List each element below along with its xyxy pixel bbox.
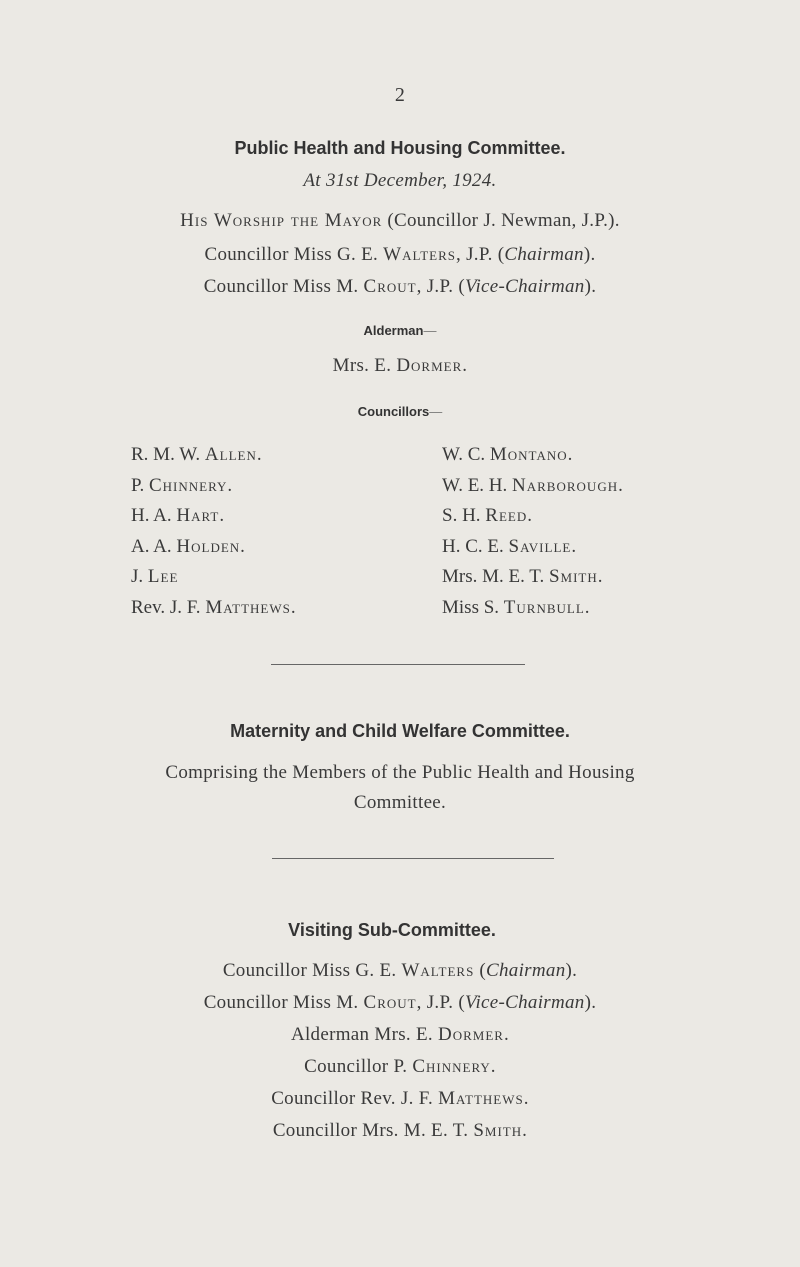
chairman-role: Chairman <box>504 244 584 265</box>
councillor-initials: J. <box>131 566 144 587</box>
vice-chairman-line <box>0 276 800 298</box>
councillor-entry <box>442 597 624 628</box>
councillor-entry <box>131 505 297 536</box>
visiting-member <box>0 992 800 1014</box>
member-prefix: Councillor Rev. J. F. <box>271 1088 434 1109</box>
chairman-prefix: Councillor Miss G. E. <box>204 244 379 265</box>
alderman-dash: — <box>423 323 437 338</box>
councillor-entry <box>131 536 297 567</box>
member-mid: . <box>523 1088 529 1109</box>
chairman-line <box>0 244 800 266</box>
councillor-entry <box>131 566 297 597</box>
councillor-surname: Matthews. <box>205 596 297 618</box>
member-role: Vice-Chairman <box>464 992 585 1013</box>
member-prefix: Councillor Miss M. <box>203 992 359 1013</box>
mayor-line <box>0 210 800 232</box>
member-name: Chinnery <box>412 1056 491 1077</box>
alderman-name: Dormer <box>396 355 463 376</box>
alderman-label: Alderman <box>363 323 424 338</box>
councillor-initials: W. C. <box>442 444 486 465</box>
member-prefix: Councillor Mrs. M. E. T. <box>272 1120 469 1141</box>
councillor-surname: Turnbull. <box>503 596 591 618</box>
councillor-entry <box>131 597 297 628</box>
councillor-surname: Allen. <box>204 444 263 465</box>
maternity-line-2: Committee. <box>353 792 447 813</box>
member-name: Smith <box>473 1120 523 1141</box>
member-end: ). <box>565 960 578 981</box>
councillor-surname: Holden. <box>176 535 246 557</box>
visiting-title: Visiting Sub-Committee. <box>288 920 496 940</box>
section-divider <box>271 664 525 665</box>
visiting-member <box>0 960 800 982</box>
councillor-initials: W. E. H. <box>442 474 508 496</box>
councillor-initials: H. A. <box>131 505 172 526</box>
councillors-left-column <box>131 444 297 627</box>
councillor-initials: Rev. J. F. <box>131 596 201 618</box>
member-mid: . <box>522 1120 528 1141</box>
councillor-entry <box>442 566 624 597</box>
vice-chairman-end: ). <box>584 276 597 297</box>
councillor-surname: Reed. <box>485 505 533 526</box>
mayor-suffix: (Councillor J. Newman, J.P.). <box>387 210 620 231</box>
visiting-member <box>0 1120 800 1142</box>
member-mid: , J.P. ( <box>416 992 465 1013</box>
councillor-initials: A. A. <box>131 535 172 557</box>
councillor-entry <box>442 505 624 536</box>
vice-chairman-name: Crout <box>363 276 417 297</box>
vice-chairman-role: Vice-Chairman <box>464 276 585 297</box>
member-prefix: Councillor P. <box>304 1056 408 1077</box>
alderman-heading <box>0 323 800 338</box>
councillor-entry <box>131 444 297 475</box>
councillor-surname: Hart. <box>176 505 226 526</box>
councillor-initials: Miss S. <box>442 596 500 618</box>
councillor-surname: Lee <box>147 566 179 587</box>
member-name: Dormer <box>438 1024 504 1045</box>
councillor-initials: P. <box>131 474 145 496</box>
councillor-entry <box>131 475 297 506</box>
councillor-initials: H. C. E. <box>442 535 504 557</box>
member-name: Matthews <box>438 1088 524 1109</box>
visiting-member <box>0 1088 800 1110</box>
alderman-prefix: Mrs. E. <box>332 355 392 376</box>
chairman-end: ). <box>583 244 596 265</box>
member-prefix: Alderman Mrs. E. <box>290 1024 433 1045</box>
chairman-mid: , J.P. ( <box>456 244 505 265</box>
councillor-entry <box>442 536 624 567</box>
councillor-initials: Mrs. M. E. T. <box>442 566 545 587</box>
visiting-member <box>0 1024 800 1046</box>
councillors-heading <box>0 404 800 419</box>
councillor-initials: R. M. W. <box>131 444 201 465</box>
alderman-line <box>0 355 800 377</box>
councillors-label: Councillors <box>357 404 430 419</box>
section-divider <box>272 858 554 859</box>
councillor-entry <box>442 444 624 475</box>
councillor-surname: Narborough. <box>512 474 624 496</box>
maternity-title: Maternity and Child Welfare Committee. <box>230 721 570 741</box>
member-mid: ( <box>474 960 487 981</box>
chairman-name: Walters <box>383 244 457 265</box>
member-mid: . <box>490 1056 496 1077</box>
member-prefix: Councillor Miss G. E. <box>222 960 397 981</box>
mayor-prefix: His Worship the Mayor <box>180 210 383 231</box>
councillors-dash: — <box>429 404 443 419</box>
public-health-date: At 31st December, 1924. <box>303 170 497 191</box>
member-role: Chairman <box>486 960 566 981</box>
public-health-title: Public Health and Housing Committee. <box>234 138 566 158</box>
councillors-right-column <box>442 444 624 627</box>
maternity-line-1: Comprising the Members of the Public Health and Housing <box>165 762 635 783</box>
member-mid: . <box>503 1024 510 1045</box>
councillor-surname: Saville. <box>508 535 578 557</box>
member-end: ). <box>584 992 597 1013</box>
page-number: 2 <box>394 84 406 106</box>
vice-chairman-prefix: Councillor Miss M. <box>203 276 359 297</box>
member-name: Crout <box>363 992 417 1013</box>
councillor-surname: Smith. <box>548 566 604 587</box>
vice-chairman-mid: , J.P. ( <box>416 276 465 297</box>
councillor-initials: S. H. <box>442 505 481 526</box>
councillor-surname: Chinnery. <box>148 474 234 496</box>
alderman-end: . <box>462 355 468 376</box>
member-name: Walters <box>401 960 475 981</box>
visiting-member <box>0 1056 800 1078</box>
councillor-surname: Montano. <box>489 444 574 465</box>
councillor-entry <box>442 475 624 506</box>
